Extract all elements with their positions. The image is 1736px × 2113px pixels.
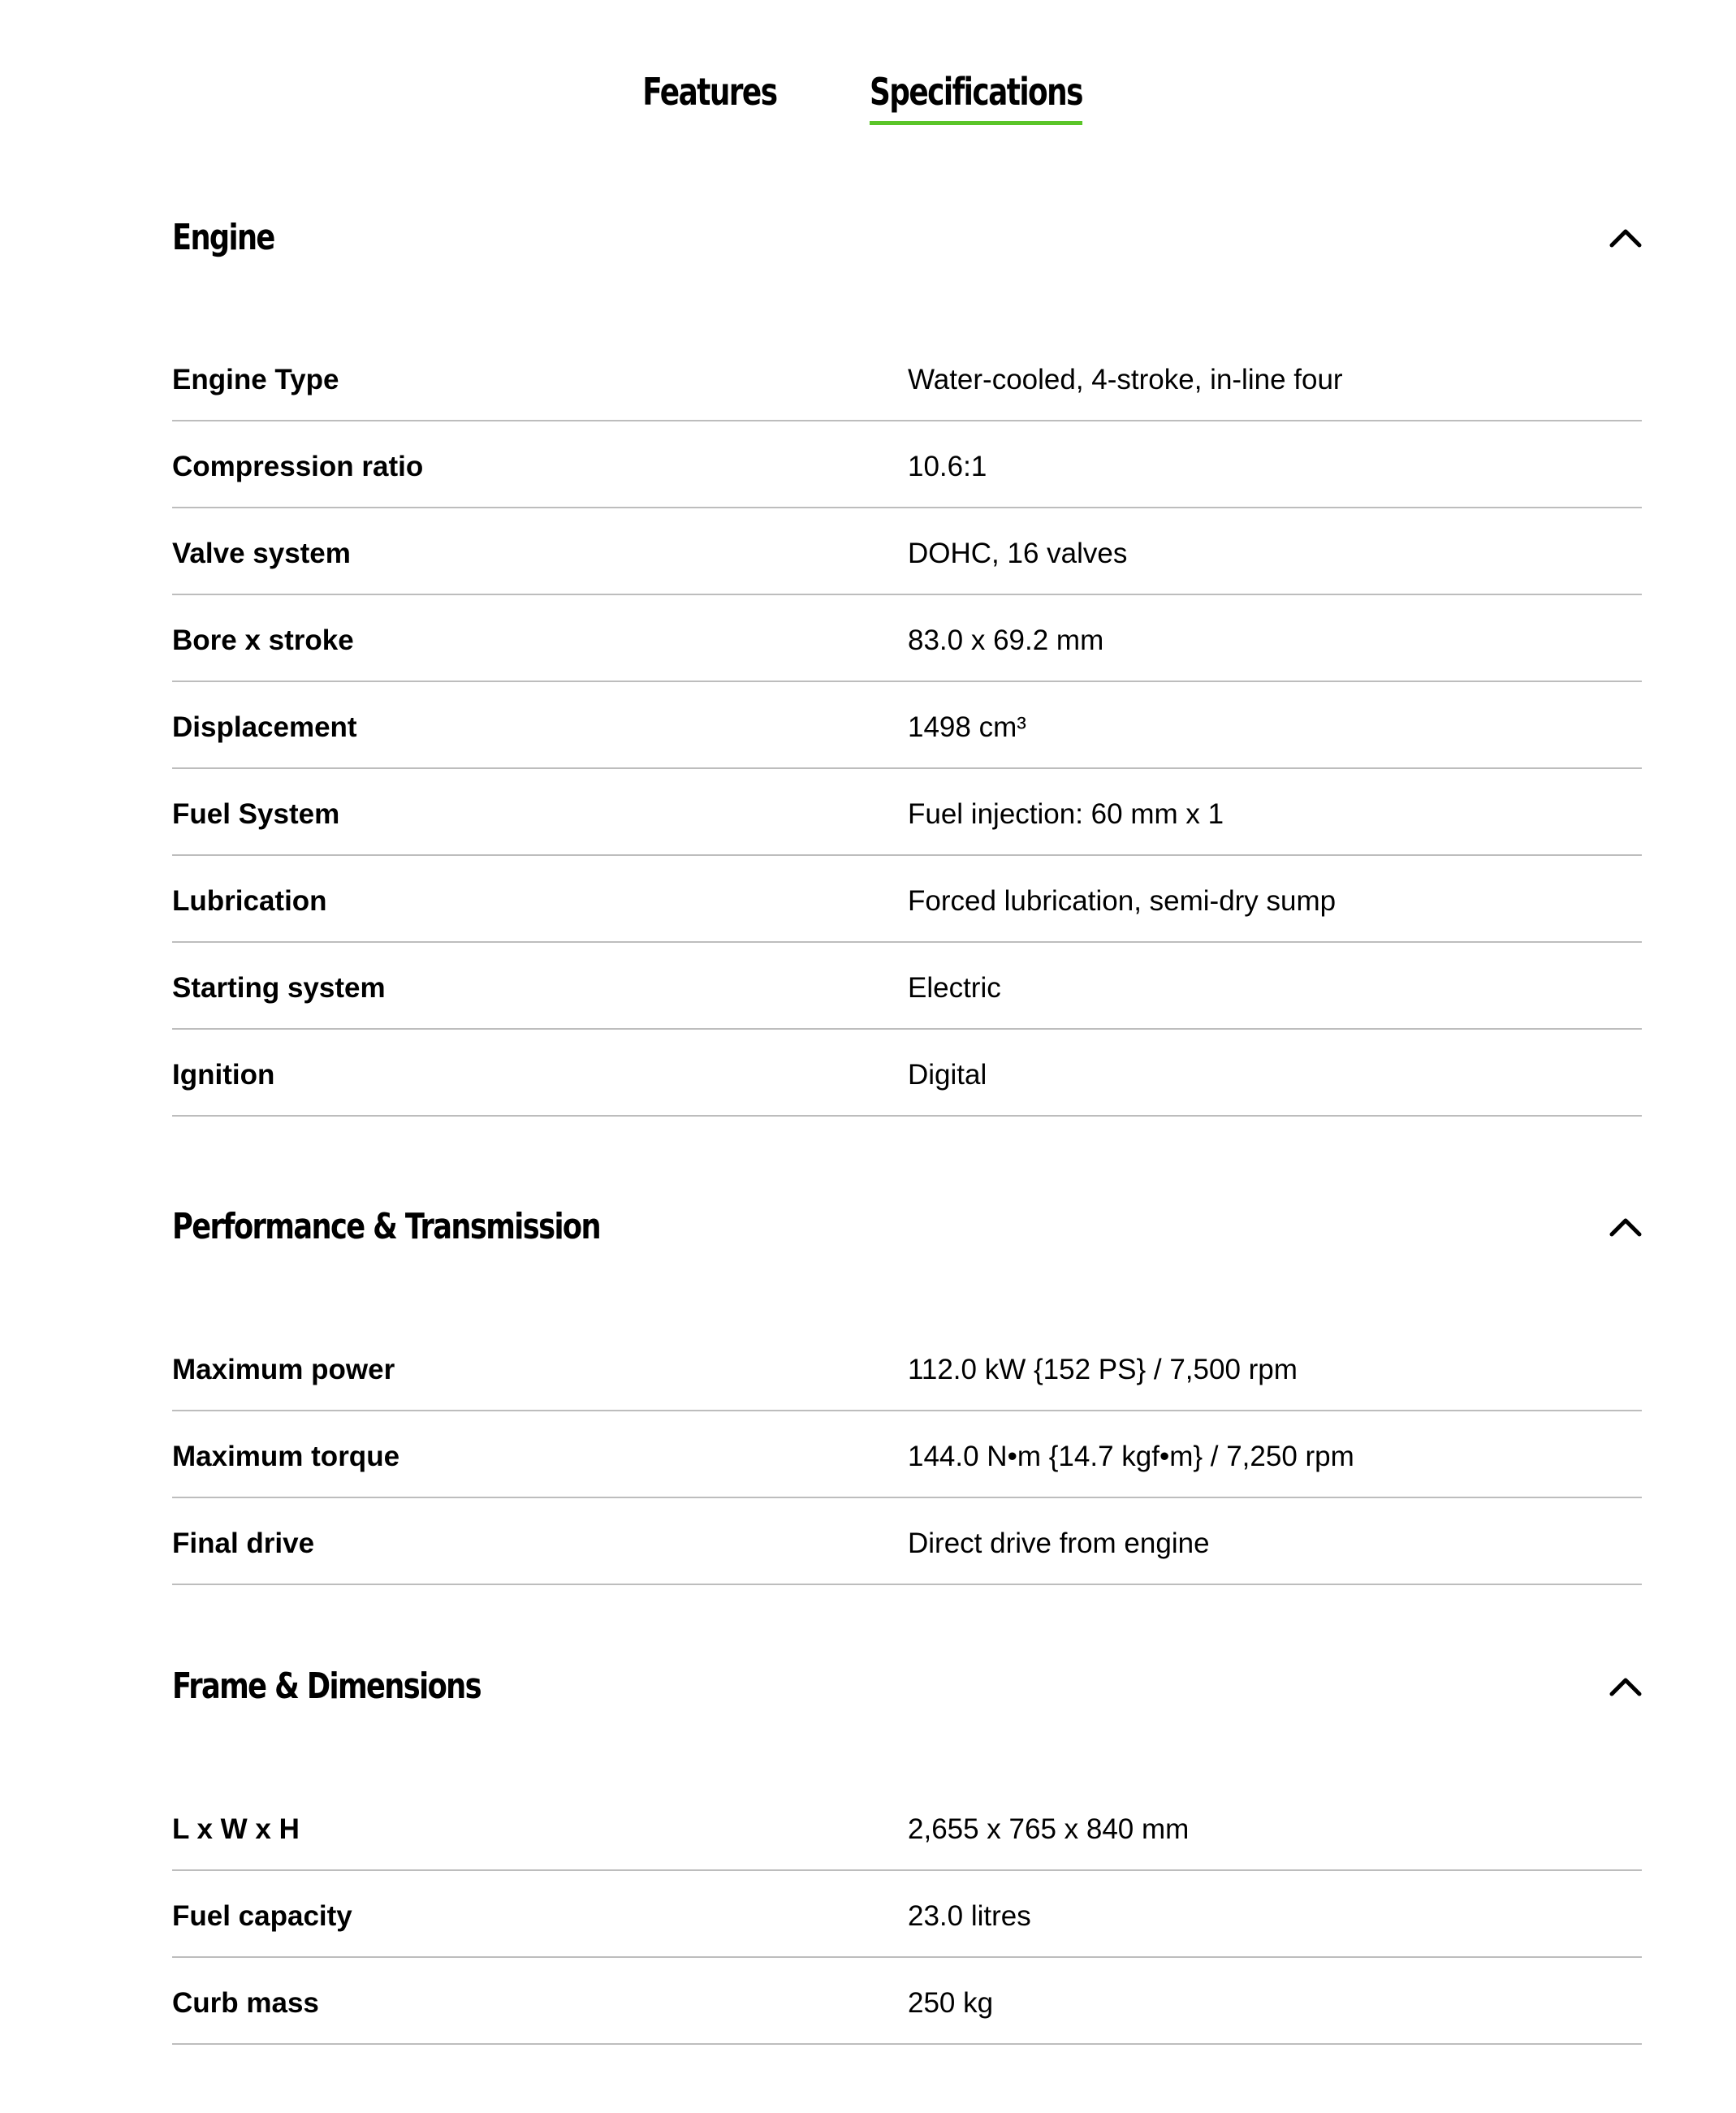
- spec-value: 83.0 x 69.2 mm: [908, 624, 1104, 656]
- spec-row: [172, 1030, 1642, 1117]
- spec-label: Fuel capacity: [172, 1899, 352, 1932]
- spec-label: Maximum torque: [172, 1440, 400, 1472]
- spec-value: Water-cooled, 4-stroke, in-line four: [908, 363, 1343, 395]
- spec-row: [172, 769, 1642, 856]
- spec-row: [172, 856, 1642, 943]
- spec-value: 10.6:1: [908, 450, 987, 482]
- spec-label: Valve system: [172, 537, 351, 569]
- spec-value: Digital: [908, 1058, 987, 1091]
- section-header-frame-dimensions[interactable]: [172, 1653, 1642, 1718]
- spec-value: 2,655 x 765 x 840 mm: [908, 1813, 1190, 1845]
- section-header-performance-transmission[interactable]: [172, 1194, 1642, 1259]
- spec-label: Fuel System: [172, 797, 340, 830]
- spec-label: Engine Type: [172, 363, 339, 395]
- spec-row: [172, 1324, 1642, 1411]
- spec-table-performance-transmission: [172, 1324, 1642, 1585]
- spec-value: 23.0 litres: [908, 1899, 1031, 1932]
- spec-value: 1498 cm³: [908, 711, 1026, 743]
- section-title: Performance & Transmission: [172, 1205, 600, 1247]
- spec-value: 112.0 kW {152 PS} / 7,500 rpm: [908, 1353, 1298, 1385]
- chevron-up-icon[interactable]: [1609, 221, 1642, 253]
- spec-row: [172, 421, 1642, 508]
- spec-label: Lubrication: [172, 884, 327, 917]
- spec-label: Final drive: [172, 1527, 315, 1559]
- tab-bar: [0, 71, 1736, 125]
- spec-label: L x W x H: [172, 1813, 300, 1845]
- spec-table-engine: [172, 335, 1642, 1117]
- spec-row: [172, 1958, 1642, 2045]
- spec-value: DOHC, 16 valves: [908, 537, 1128, 569]
- spec-value: Direct drive from engine: [908, 1527, 1210, 1559]
- spec-row: [172, 595, 1642, 682]
- spec-row: [172, 1784, 1642, 1871]
- tab-features[interactable]: Features: [642, 70, 777, 114]
- spec-table-frame-dimensions: [172, 1784, 1642, 2045]
- spec-label: Maximum power: [172, 1353, 395, 1385]
- spec-value: Forced lubrication, semi-dry sump: [908, 884, 1337, 917]
- chevron-up-icon[interactable]: [1609, 1670, 1642, 1702]
- spec-value: 250 kg: [908, 1986, 994, 2019]
- tab-specifications[interactable]: Specifications: [870, 71, 1082, 125]
- spec-row: [172, 682, 1642, 769]
- spec-row: [172, 335, 1642, 421]
- spec-label: Compression ratio: [172, 450, 424, 482]
- spec-value: Electric: [908, 971, 1001, 1004]
- section-title: Engine: [172, 216, 274, 258]
- spec-label: Displacement: [172, 711, 357, 743]
- spec-label: Ignition: [172, 1058, 275, 1091]
- section-title: Frame & Dimensions: [172, 1665, 481, 1707]
- spec-row: [172, 1498, 1642, 1585]
- spec-label: Bore x stroke: [172, 624, 354, 656]
- spec-row: [172, 1411, 1642, 1498]
- spec-label: Curb mass: [172, 1986, 319, 2019]
- spec-row: [172, 1871, 1642, 1958]
- spec-value: 144.0 N•m {14.7 kgf•m} / 7,250 rpm: [908, 1440, 1354, 1472]
- section-header-engine[interactable]: [172, 205, 1642, 270]
- spec-label: Starting system: [172, 971, 386, 1004]
- chevron-up-icon[interactable]: [1609, 1210, 1642, 1242]
- spec-value: Fuel injection: 60 mm x 1: [908, 797, 1224, 830]
- spec-row: [172, 508, 1642, 595]
- spec-row: [172, 943, 1642, 1030]
